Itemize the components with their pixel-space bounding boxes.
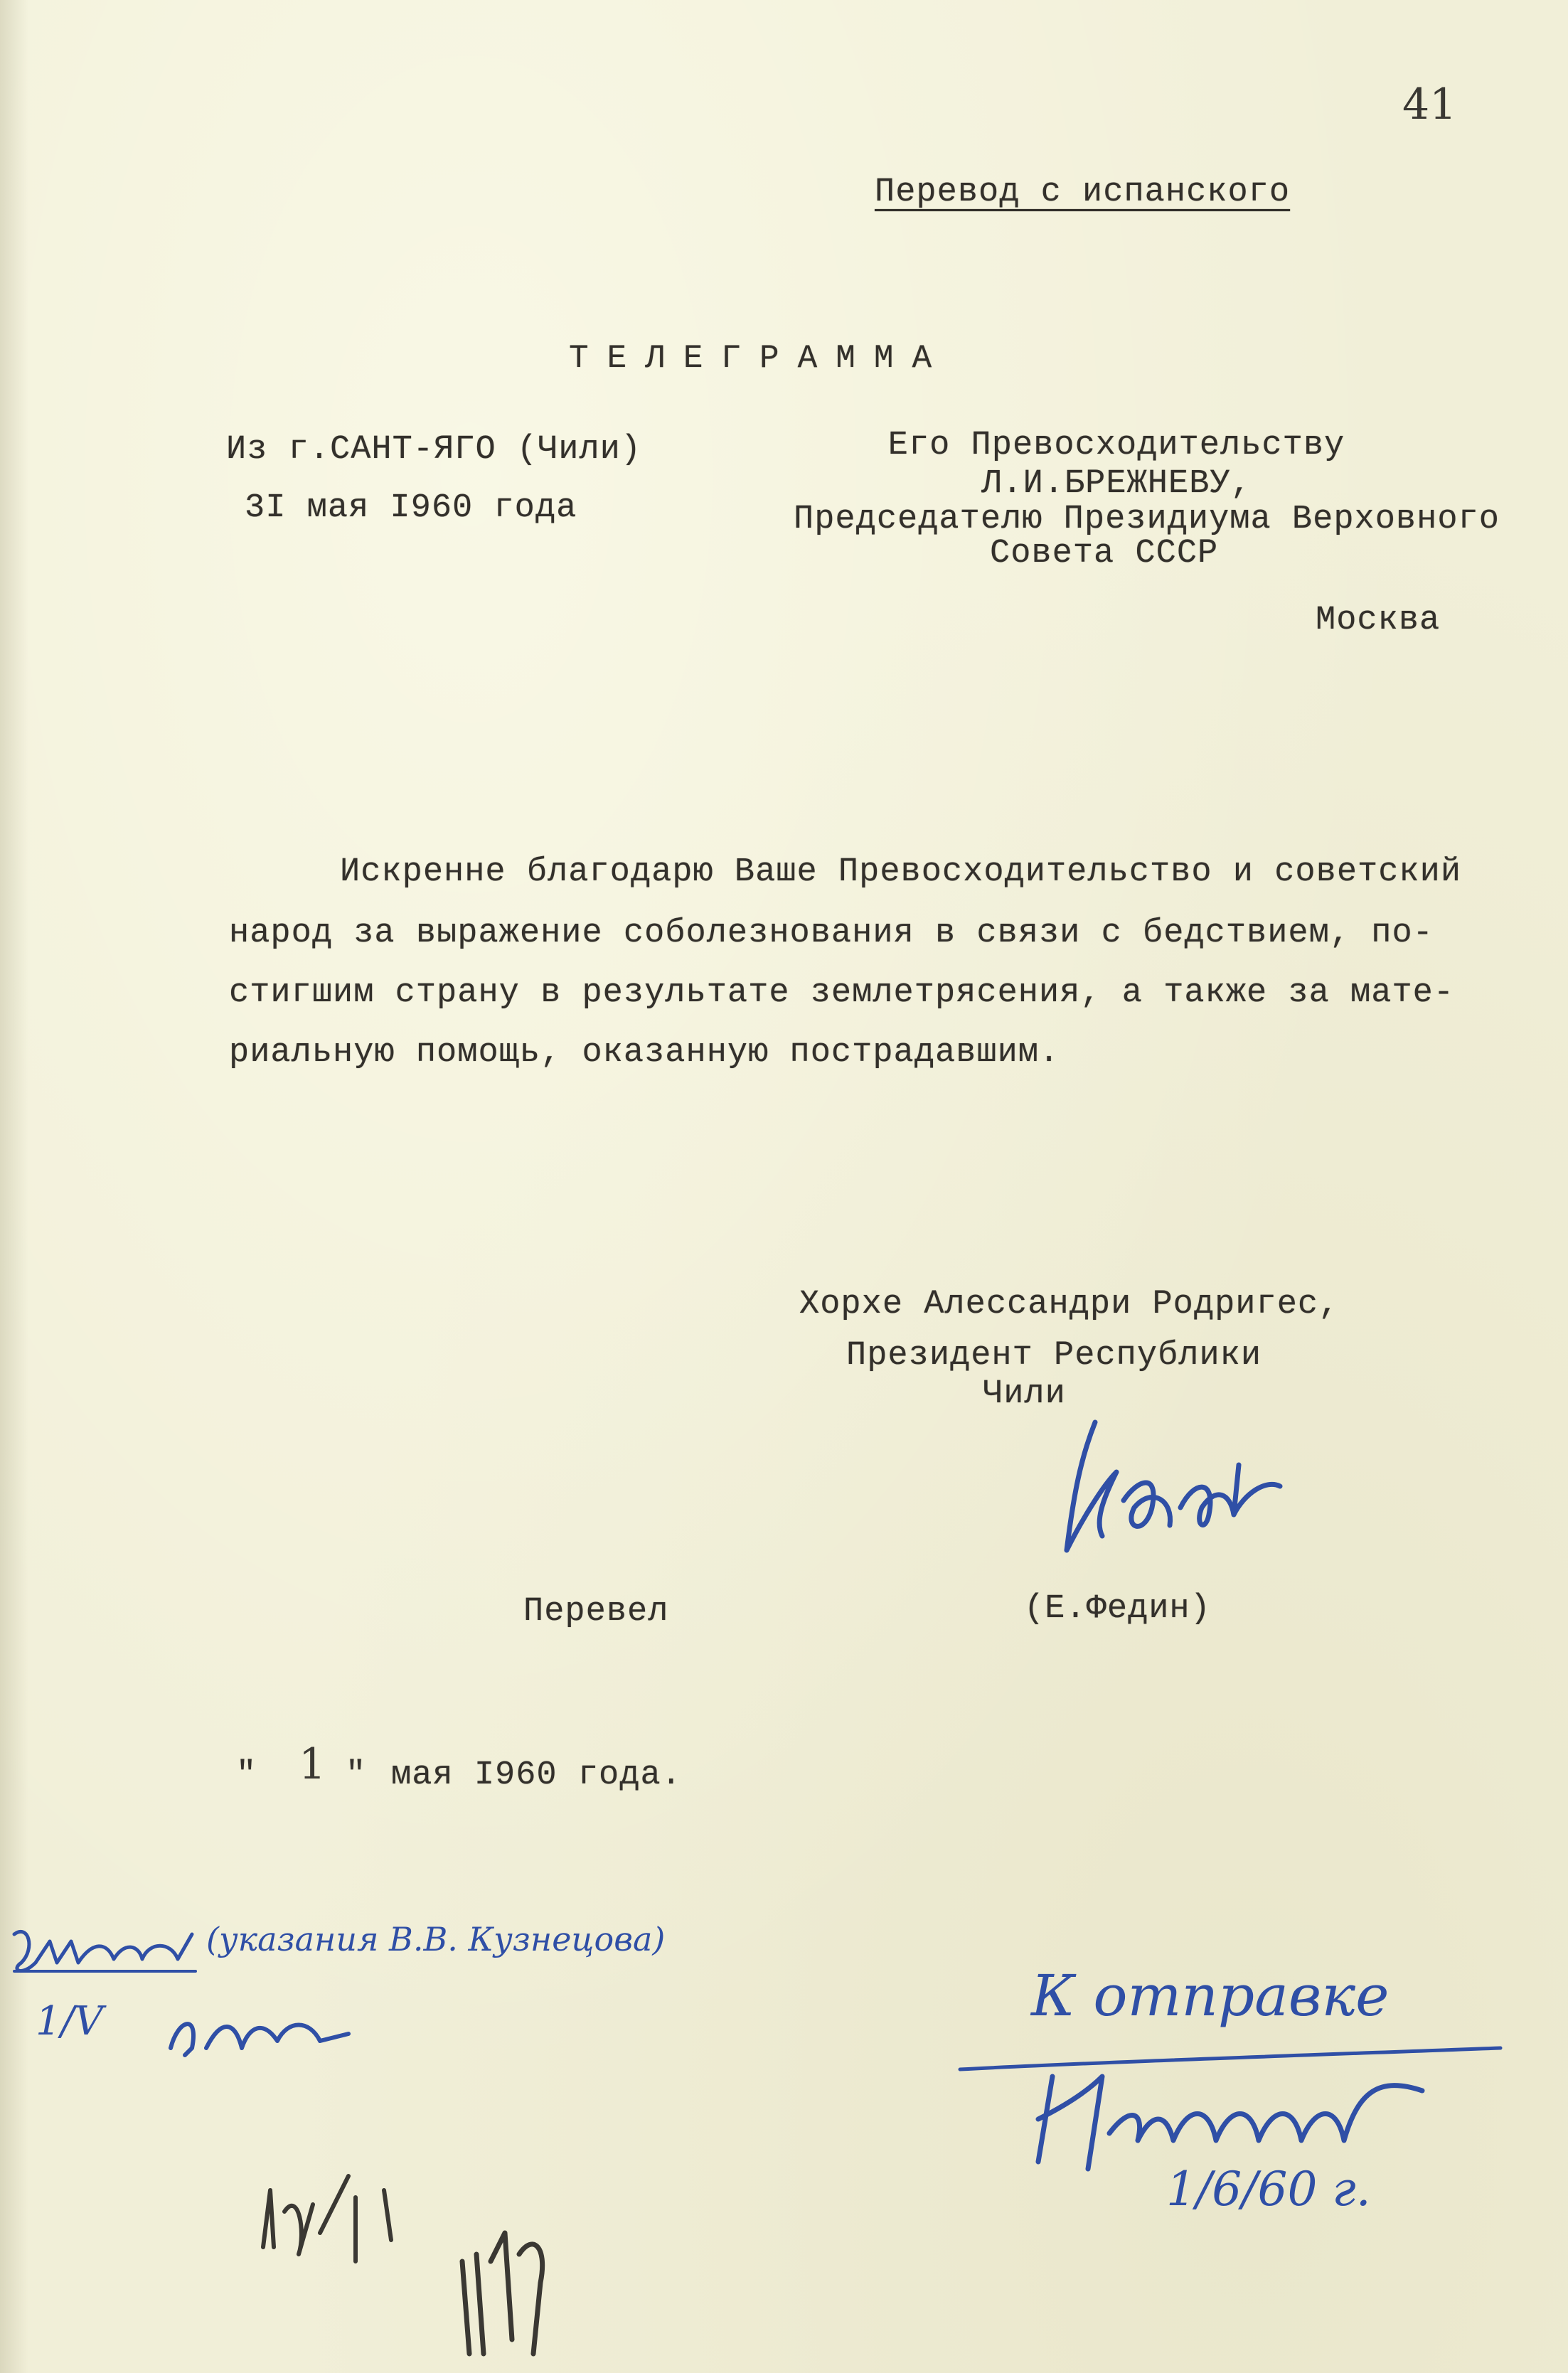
archive-signature-scribble [7, 1920, 206, 1984]
addressee-line-2: Л.И.БРЕЖНЕВУ, [981, 465, 1252, 503]
translation-date-day: 1 [299, 1739, 326, 1789]
handwritten-note-right-1: К отправке [1031, 1963, 1390, 2029]
translation-date-rest: мая I960 года. [391, 1756, 682, 1794]
body-line-4: риальную помощь, оказанную пострадавшим. [229, 1034, 1060, 1072]
body-line-1: Искренне благодарю Ваше Превосходительство и советский [340, 853, 1462, 891]
addressee-line-1: Его Превосходительству [887, 427, 1345, 464]
translation-date-open-quote: " [236, 1756, 257, 1794]
signatory-title: Президент Республики [846, 1337, 1262, 1375]
signatory-country: Чили [983, 1375, 1066, 1413]
addressee-city: Москва [1316, 602, 1441, 639]
sender-date: 3I мая I960 года [245, 489, 577, 527]
translation-date-close-quote: " [346, 1756, 367, 1794]
bottom-initials-black [249, 2148, 619, 2361]
translation-heading: Перевод с испанского [875, 174, 1291, 211]
left-initials-signature [156, 1991, 370, 2069]
doc-type-title: ТЕЛЕГРАММА [569, 340, 951, 377]
handwritten-note-left-2: 1/V [36, 1998, 103, 2044]
translator-signature [1052, 1401, 1294, 1579]
addressee-line-4: Совета СССР [990, 535, 1219, 572]
sender-origin: Из г.САНТ-ЯГО (Чили) [226, 431, 642, 469]
handwritten-note-right-2: 1/6/60 г. [1166, 2162, 1371, 2217]
handwritten-note-left-1: (указания В.В. Кузнецова) [206, 1920, 666, 1958]
addressee-line-3: Председателю Президиума Верховного [794, 501, 1500, 538]
body-line-3: стигшим страну в результате землетрясения, а также за мате- [229, 974, 1455, 1012]
page-number: 41 [1402, 80, 1457, 129]
signatory-name: Хорхе Алессандри Родригес, [799, 1286, 1340, 1323]
translator-label: Перевел [523, 1593, 669, 1631]
body-line-2: народ за выражение соболезнования в связи с бедствием, по- [229, 914, 1434, 952]
translator-name: (Е.Федин) [1024, 1590, 1211, 1628]
